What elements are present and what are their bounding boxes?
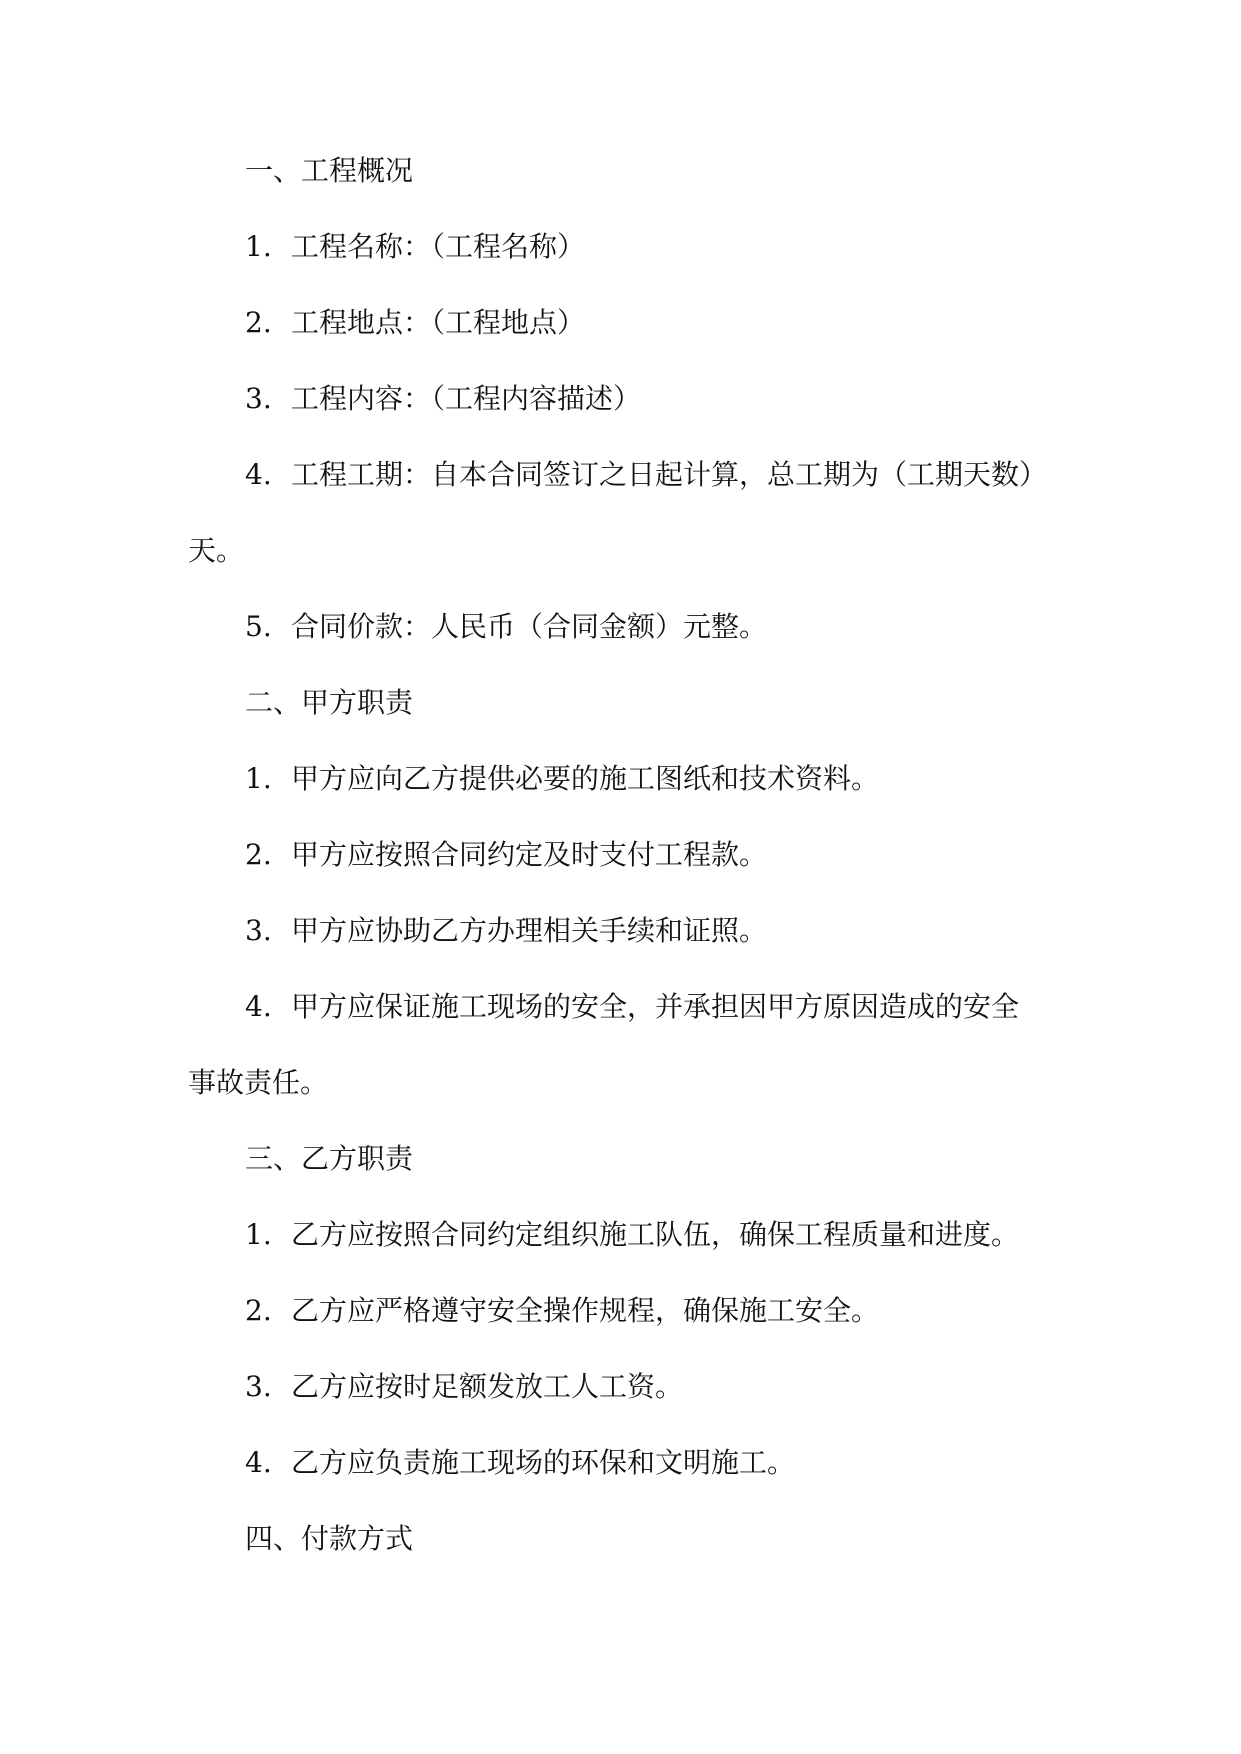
item-text: 乙方应严格遵守安全操作规程，确保施工安全。 (291, 1294, 880, 1327)
item-number: 2. (245, 306, 272, 339)
item-text: 合同价款：人民币（合同金额）元整。 (291, 610, 768, 643)
item-text: 甲方应向乙方提供必要的施工图纸和技术资料。 (291, 762, 880, 795)
item-text: 乙方应按照合同约定组织施工队伍，确保工程质量和进度。 (291, 1218, 1020, 1251)
item-number: 2. (245, 838, 272, 871)
item-text: 甲方应保证施工现场的安全，并承担因甲方原因造成的安全 (291, 990, 1020, 1023)
section-heading: 二、甲方职责 (245, 686, 414, 719)
item-text: 工程地点：（工程地点） (291, 306, 586, 339)
item-number: 4. (245, 458, 272, 491)
item-number: 1. (245, 762, 272, 795)
item-number: 3. (245, 914, 272, 947)
list-item (245, 609, 767, 645)
item-text: 乙方应负责施工现场的环保和文明施工。 (291, 1446, 796, 1479)
item-text: 工程内容：（工程内容描述） (291, 382, 642, 415)
list-item (245, 989, 1019, 1025)
list-item (245, 1369, 683, 1405)
item-text: 甲方应协助乙方办理相关手续和证照。 (291, 914, 768, 947)
continuation-line: 事故责任。 (188, 1066, 329, 1099)
list-item (245, 229, 585, 265)
section-heading: 一、工程概况 (245, 154, 414, 187)
list-item (245, 913, 767, 949)
list-item (245, 381, 641, 417)
item-text: 工程工期：自本合同签订之日起计算，总工期为（工期天数） (291, 458, 1048, 491)
item-text: 工程名称：（工程名称） (291, 230, 586, 263)
item-text: 乙方应按时足额发放工人工资。 (291, 1370, 684, 1403)
item-text: 甲方应按照合同约定及时支付工程款。 (291, 838, 768, 871)
list-item (245, 1217, 1019, 1253)
list-item (245, 457, 1047, 493)
list-item (245, 1445, 795, 1481)
list-item (245, 1293, 879, 1329)
item-number: 4. (245, 990, 272, 1023)
item-number: 2. (245, 1294, 272, 1327)
item-number: 1. (245, 1218, 272, 1251)
list-item (245, 305, 585, 341)
item-number: 4. (245, 1446, 272, 1479)
item-number: 3. (245, 382, 272, 415)
item-number: 3. (245, 1370, 272, 1403)
list-item (245, 761, 879, 797)
continuation-line: 天。 (188, 534, 245, 567)
item-number: 5. (245, 610, 272, 643)
section-heading: 四、付款方式 (245, 1522, 414, 1555)
section-heading: 三、乙方职责 (245, 1142, 414, 1175)
list-item (245, 837, 767, 873)
item-number: 1. (245, 230, 272, 263)
